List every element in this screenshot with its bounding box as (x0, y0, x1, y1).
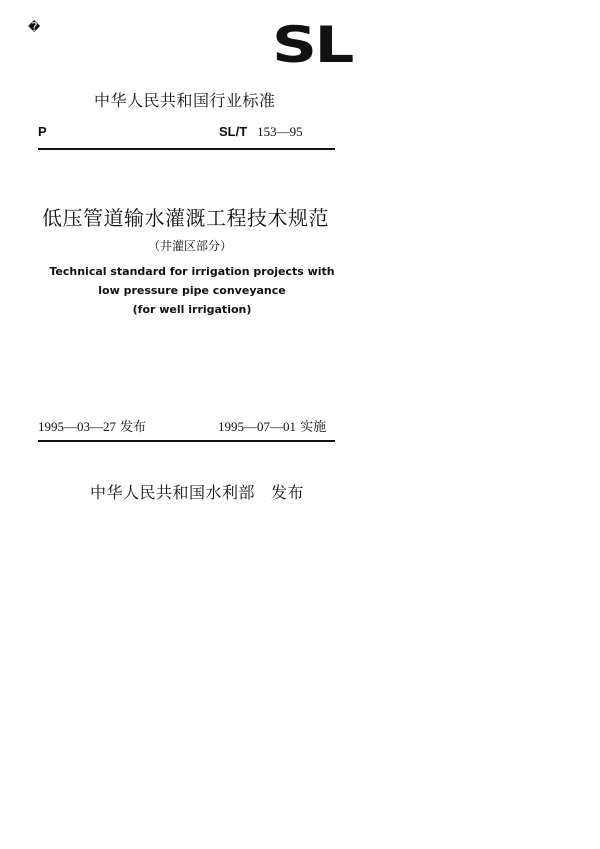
document-subtitle-cn: （井灌区部分） (147, 239, 232, 253)
effective-date-row (218, 418, 326, 436)
standard-prefix: SL/T (219, 124, 248, 139)
issuing-authority (90, 483, 304, 503)
document-title-en-line2: low pressure pipe conveyance (98, 284, 286, 297)
issue-date-row (38, 418, 146, 436)
standard-num: 153—95 (257, 124, 303, 139)
issue-date: 1995—03—27 (38, 419, 116, 434)
document-title-en-line3: (for well irrigation) (132, 303, 252, 316)
footer-divider (38, 440, 335, 442)
issuer-action: 发布 (271, 483, 305, 502)
document-title-en-line1: Technical standard for irrigation projects with (49, 265, 335, 278)
national-standard-label: 中华人民共和国行业标准 (94, 91, 276, 110)
issuer-name: 中华人民共和国水利部 (90, 483, 256, 502)
corner-mark: � (28, 20, 41, 34)
effective-label: 实施 (300, 420, 327, 435)
document-title-cn: 低压管道输水灌溉工程技术规范 (42, 206, 329, 230)
effective-date: 1995—07—01 (218, 419, 296, 434)
header-divider (38, 148, 335, 150)
classification-code: P (38, 124, 47, 139)
sl-logo: SL (272, 16, 352, 74)
issue-label: 发布 (120, 420, 147, 435)
standard-number (219, 124, 303, 141)
